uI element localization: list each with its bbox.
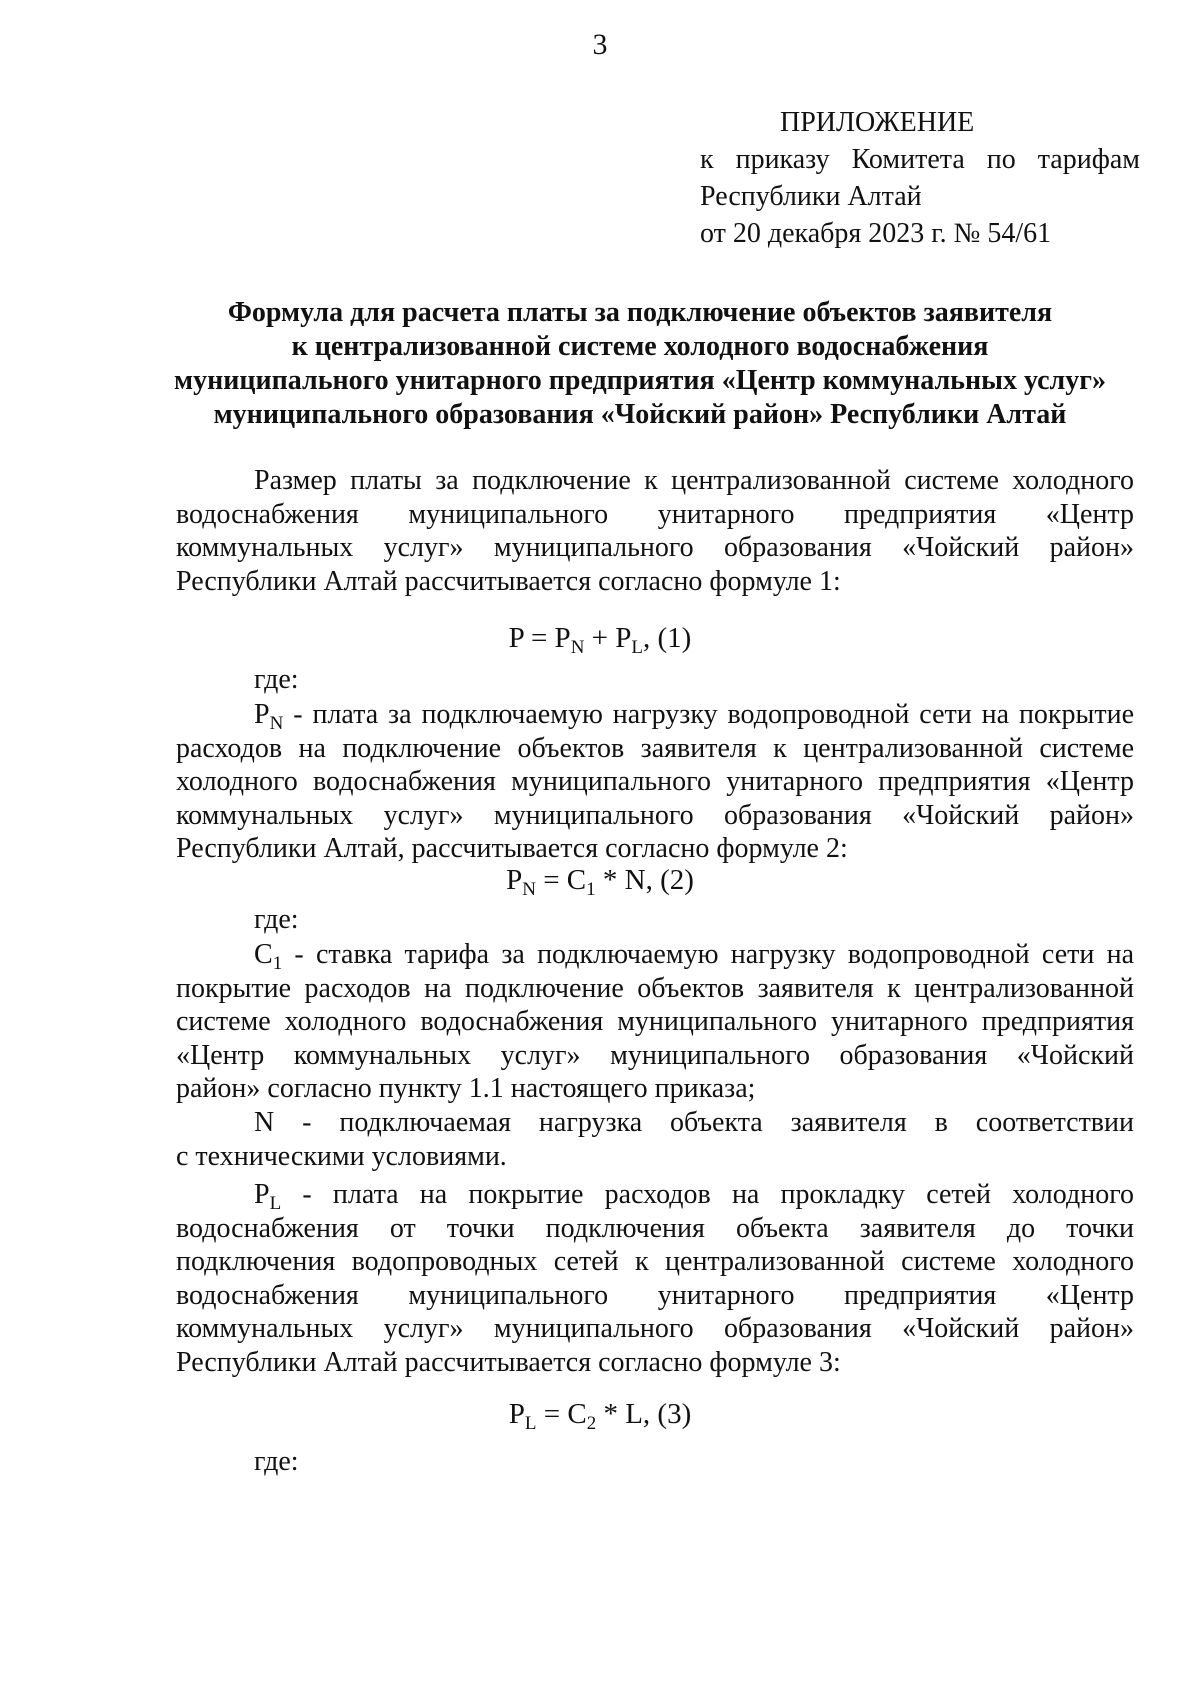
intro-line-1: Размер платы за подключение к централизованной системе холодного bbox=[254, 465, 1134, 496]
pl-line-1: $P_L$ - плата на покрытие расходов на прокладку сетей холодного bbox=[254, 1179, 1134, 1214]
c1-definition bbox=[176, 938, 1134, 1106]
formula-3: $P_L = C_2 * L$, (3) bbox=[508, 1398, 692, 1434]
appendix-line-3: от 20 декабря 2023 г. № 54/61 bbox=[700, 218, 1052, 249]
appendix-line-1: к приказу Комитета по тарифам bbox=[700, 144, 1140, 175]
document-title bbox=[170, 296, 1110, 432]
c1-line-2: покрытие расходов на подключение объектов заявителя к централизованной bbox=[176, 972, 1134, 1004]
pl-line-6: Республики Алтай рассчитывается согласно формуле 3: bbox=[176, 1346, 841, 1378]
n-definition bbox=[176, 1106, 1134, 1173]
c1-line-4: «Центр коммунальных услуг» муниципального образования «Чойский bbox=[176, 1039, 1134, 1071]
page-number: 3 bbox=[592, 28, 608, 61]
pn-line-4: коммунальных услуг» муниципального образования «Чойский район» bbox=[176, 799, 1134, 831]
pn-line-1: $P_N$ - плата за подключаемую нагрузку водопроводной сети на покрытие bbox=[254, 699, 1134, 734]
title-line-2: к централизованной системе холодного водоснабжения bbox=[291, 331, 989, 362]
title-line-4: муниципального образования «Чойский район» Республики Алтай bbox=[213, 399, 1067, 430]
pn-definition bbox=[176, 698, 1134, 866]
where-label-3: где: bbox=[254, 1446, 299, 1477]
c1-line-5: район» согласно пункту 1.1 настоящего приказа; bbox=[176, 1073, 756, 1104]
formula-1: $P = P_N + P_L$, (1) bbox=[508, 622, 692, 658]
intro-line-3: коммунальных услуг» муниципального образования «Чойский район» bbox=[176, 532, 1134, 563]
intro-paragraph bbox=[176, 464, 1134, 598]
intro-line-2: водоснабжения муниципального унитарного предприятия «Центр bbox=[176, 498, 1134, 530]
formula-2: $P_N = C_1 * N$, (2) bbox=[506, 864, 694, 900]
appendix-heading: ПРИЛОЖЕНИЕ bbox=[780, 107, 975, 138]
title-line-3: муниципального унитарного предприятия «Центр коммунальных услуг» bbox=[174, 365, 1106, 396]
where-label-2: где: bbox=[254, 904, 299, 935]
pl-line-4: водоснабжения муниципального унитарного предприятия «Центр bbox=[176, 1279, 1134, 1311]
where-label-1: где: bbox=[254, 664, 299, 695]
pn-line-5: Республики Алтай, рассчитывается согласно формуле 2: bbox=[176, 833, 848, 864]
c1-line-3: системе холодного водоснабжения муниципального унитарного предприятия bbox=[176, 1006, 1134, 1037]
n-line-2: с техническими условиями. bbox=[176, 1140, 507, 1172]
pn-line-3: холодного водоснабжения муниципального унитарного предприятия «Центр bbox=[176, 766, 1134, 797]
pl-line-3: подключения водопроводных сетей к централизованной системе холодного bbox=[176, 1246, 1134, 1277]
pl-definition bbox=[176, 1178, 1134, 1379]
pn-line-2: расходов на подключение объектов заявителя к централизованной системе bbox=[176, 732, 1134, 764]
appendix-line-2: Республики Алтай bbox=[700, 181, 922, 212]
title-line-1: Формула для расчета платы за подключение объектов заявителя bbox=[227, 297, 1053, 328]
n-line-1: N - подключаемая нагрузка объекта заявителя в соответствии bbox=[254, 1107, 1134, 1138]
intro-line-4: Республики Алтай рассчитывается согласно формуле 1: bbox=[176, 565, 841, 597]
appendix-block bbox=[700, 104, 1140, 252]
pl-line-5: коммунальных услуг» муниципального образования «Чойский район» bbox=[176, 1313, 1134, 1344]
pl-line-2: водоснабжения от точки подключения объекта заявителя до точки bbox=[176, 1212, 1134, 1244]
c1-line-1: $C_1$ - ставка тарифа за подключаемую нагрузку водопроводной сети на bbox=[254, 939, 1134, 974]
